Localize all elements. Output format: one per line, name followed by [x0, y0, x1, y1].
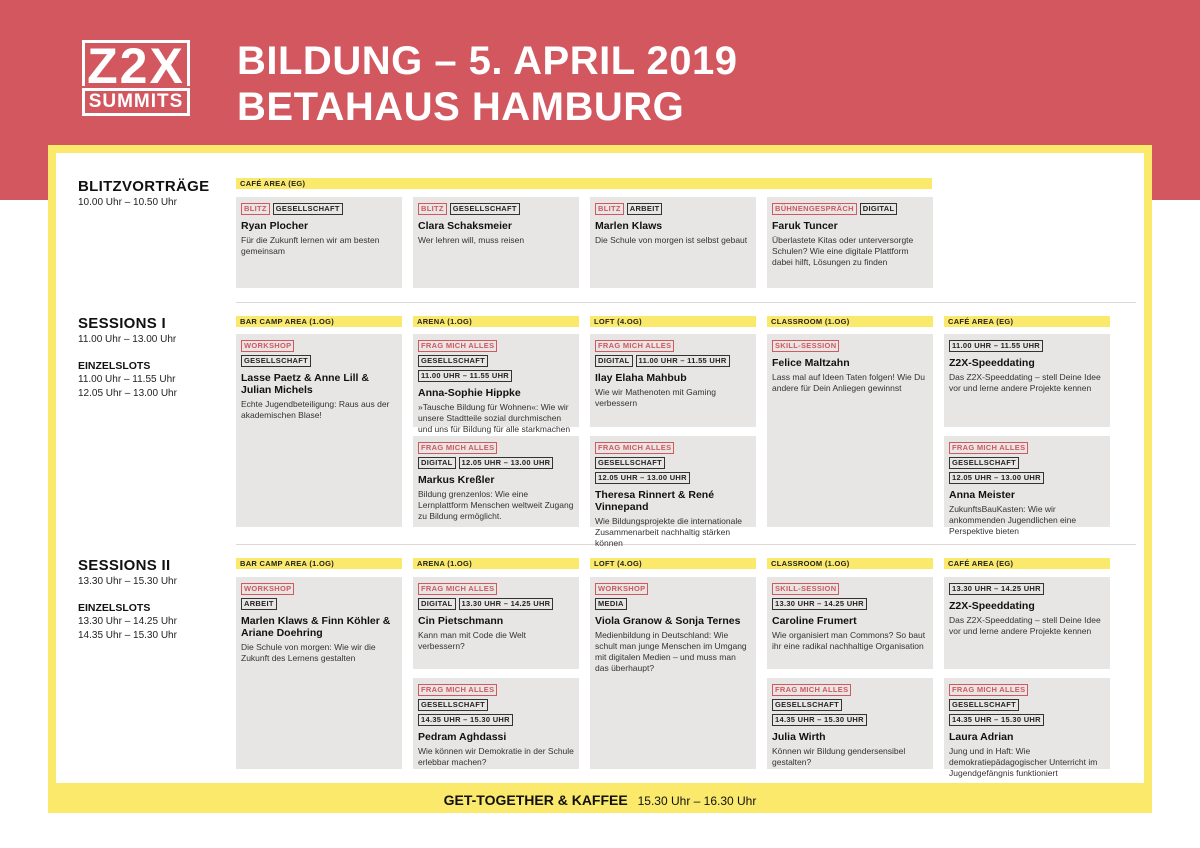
session-description: Für die Zukunft lernen wir am besten gemeinsam: [241, 235, 380, 256]
z2x-summits-logo: [82, 40, 190, 120]
speaker-name: Viola Granow & Sonja Ternes: [595, 615, 741, 627]
tag-list: [241, 583, 397, 595]
row-slot: 12.05 Uhr – 13.00 Uhr: [78, 388, 177, 399]
session-description: Können wir Bildung gendersensibel gestalten?: [772, 746, 906, 767]
session-card: [590, 577, 756, 769]
topic-tag: GESELLSCHAFT: [450, 203, 520, 215]
speaker-name: Felice Maltzahn: [772, 357, 850, 369]
row-time: 11.00 Uhr – 13.00 Uhr: [78, 334, 177, 345]
tag-list: [949, 699, 1105, 726]
session-description: Die Schule von morgen: Wie wir die Zukunft des Lernens gestalten: [241, 642, 376, 663]
session-card: [590, 197, 756, 288]
session-card: [944, 334, 1110, 427]
area-label-barcamp: BAR CAMP AREA (1.OG): [236, 558, 402, 569]
speaker-name: Cin Pietschmann: [418, 615, 504, 627]
format-tag: WORKSHOP: [595, 583, 648, 595]
tag-list: [595, 457, 751, 484]
speaker-name: Theresa Rinnert & René Vinnepand: [595, 489, 715, 513]
session-card: [413, 678, 579, 769]
tag-list: [949, 442, 1105, 454]
area-label-loft: LOFT (4.OG): [590, 316, 756, 327]
format-tag: SKILL-SESSION: [772, 583, 839, 595]
tag-list: [595, 355, 751, 367]
session-card: [413, 436, 579, 527]
format-tag: FRAG MICH ALLES: [418, 340, 497, 352]
time-tag: 12.05 UHR – 13.00 UHR: [949, 472, 1044, 484]
area-label-arena: ARENA (1.OG): [413, 558, 579, 569]
footer-time: 15.30 Uhr – 16.30 Uhr: [637, 794, 757, 808]
topic-tag: GESELLSCHAFT: [241, 355, 311, 367]
topic-tag: ARBEIT: [627, 203, 663, 215]
area-label-cafe: CAFÉ AREA (EG): [944, 316, 1110, 327]
session-card: [413, 577, 579, 669]
logo-wordmark: SUMMITS: [82, 88, 190, 116]
time-tag: 14.35 UHR – 15.30 UHR: [772, 714, 867, 726]
page-title: [237, 38, 738, 130]
topic-tag: DIGITAL: [860, 203, 898, 215]
row-label-blitz: [78, 178, 209, 210]
time-tag: 13.30 UHR – 14.25 UHR: [459, 598, 554, 610]
tag-list: [241, 355, 397, 367]
tag-list: [949, 684, 1105, 696]
format-tag: FRAG MICH ALLES: [949, 684, 1028, 696]
time-tag: 14.35 UHR – 15.30 UHR: [949, 714, 1044, 726]
tag-list: [418, 598, 574, 610]
tag-list: [241, 340, 397, 352]
session-description: Wie können wir Demokratie in der Schule erlebbar machen?: [418, 746, 574, 767]
session-card: [413, 334, 579, 434]
speaker-name: Marlen Klaws: [595, 220, 663, 232]
session-card: [236, 197, 402, 288]
format-tag: BLITZ: [241, 203, 270, 215]
tag-list: [772, 583, 928, 595]
footer-label: GET-TOGETHER & KAFFEE: [443, 792, 628, 808]
session-description: Das Z2X-Speeddating – stell Deine Idee vor und lerne andere Projekte kennen: [949, 615, 1101, 636]
session-description: Wie Bildungsprojekte die internationale Zusammenarbeit nachhaltig stärken können: [595, 516, 742, 548]
area-label-classroom: CLASSROOM (1.OG): [767, 316, 933, 327]
speaker-name: Anna-Sophie Hippke: [418, 387, 521, 399]
speaker-name: Ryan Plocher: [241, 220, 309, 232]
format-tag: SKILL-SESSION: [772, 340, 839, 352]
session-description: Lass mal auf Ideen Taten folgen! Wie Du andere für Dein Anliegen gewinnst: [772, 372, 925, 393]
tag-list: [949, 457, 1105, 484]
format-tag: FRAG MICH ALLES: [418, 442, 497, 454]
tag-list: [241, 598, 397, 610]
session-description: Jung und in Haft: Wie demokratiepädagogischer Unterricht im Jugendgefängnis funktioniert: [949, 746, 1098, 778]
tag-list: [772, 699, 928, 726]
topic-tag: MEDIA: [595, 598, 627, 610]
tag-list: [241, 203, 397, 215]
time-tag: 13.30 UHR – 14.25 UHR: [772, 598, 867, 610]
session-description: Bildung grenzenlos: Wie eine Lernplattform Menschen weltweit Zugang zu Bildung ermöglicht.: [418, 489, 574, 521]
area-label-barcamp: BAR CAMP AREA (1.OG): [236, 316, 402, 327]
format-tag: BÜHNENGESPRÄCH: [772, 203, 857, 215]
topic-tag: DIGITAL: [595, 355, 633, 367]
session-card: [767, 197, 933, 288]
topic-tag: GESELLSCHAFT: [418, 355, 488, 367]
session-card: [767, 334, 933, 527]
session-card: [236, 577, 402, 769]
tag-list: [772, 598, 928, 610]
row-label-sessions-2: [78, 557, 177, 643]
speaker-name: Clara Schaksmeier: [418, 220, 512, 232]
tag-list: [949, 340, 1105, 352]
topic-tag: DIGITAL: [418, 457, 456, 469]
time-tag: 11.00 UHR – 11.55 UHR: [949, 340, 1043, 352]
time-tag: 13.30 UHR – 14.25 UHR: [949, 583, 1044, 595]
session-card: [767, 577, 933, 669]
tag-list: [595, 442, 751, 454]
time-tag: 14.35 UHR – 15.30 UHR: [418, 714, 513, 726]
footer-get-together: [0, 790, 1200, 811]
format-tag: FRAG MICH ALLES: [949, 442, 1028, 454]
tag-list: [418, 699, 574, 726]
speaker-name: Markus Kreßler: [418, 474, 495, 486]
format-tag: FRAG MICH ALLES: [595, 340, 674, 352]
speaker-name: Lasse Paetz & Anne Lill & Julian Michels: [241, 372, 369, 396]
logo-mark: Z2X: [82, 40, 190, 86]
time-tag: 11.00 UHR – 11.55 UHR: [636, 355, 730, 367]
tag-list: [418, 684, 574, 696]
tag-list: [418, 583, 574, 595]
format-tag: FRAG MICH ALLES: [418, 684, 497, 696]
row-title: BLITZVORTRÄGE: [78, 178, 210, 195]
session-description: Wer lehren will, muss reisen: [418, 235, 525, 245]
topic-tag: GESELLSCHAFT: [949, 457, 1019, 469]
tag-list: [595, 340, 751, 352]
session-card: [413, 197, 579, 288]
row-title: SESSIONS II: [78, 557, 171, 574]
area-label-arena: ARENA (1.OG): [413, 316, 579, 327]
tag-list: [418, 355, 574, 382]
session-card: [944, 678, 1110, 778]
session-card: [767, 678, 933, 769]
tag-list: [949, 583, 1105, 595]
row-slot: 14.35 Uhr – 15.30 Uhr: [78, 630, 177, 641]
tag-list: [418, 457, 574, 469]
session-description: »Tausche Bildung für Wohnen«: Wie wir unsere Stadtteile sozial durchmischen und uns für Bildung für alle starkmachen: [418, 402, 571, 434]
format-tag: FRAG MICH ALLES: [595, 442, 674, 454]
topic-tag: DIGITAL: [418, 598, 456, 610]
speaker-name: Z2X-Speeddating: [949, 600, 1035, 612]
session-description: Das Z2X-Speeddating – stell Deine Idee vor und lerne andere Projekte kennen: [949, 372, 1101, 393]
tag-list: [418, 203, 574, 215]
speaker-name: Anna Meister: [949, 489, 1015, 501]
speaker-name: Pedram Aghdassi: [418, 731, 507, 743]
format-tag: WORKSHOP: [241, 340, 294, 352]
area-label-classroom: CLASSROOM (1.OG): [767, 558, 933, 569]
speaker-name: Julia Wirth: [772, 731, 826, 743]
speaker-name: Laura Adrian: [949, 731, 1014, 743]
session-card: [590, 436, 756, 548]
session-description: ZukunftsBauKasten: Wie wir ankommenden Jugendlichen eine Perspektive bieten: [949, 504, 1077, 536]
session-description: Kann man mit Code die Welt verbessern?: [418, 630, 527, 651]
time-tag: 11.00 UHR – 11.55 UHR: [418, 370, 512, 382]
session-description: Wie wir Mathenoten mit Gaming verbessern: [595, 387, 716, 408]
row-separator: [236, 302, 1136, 303]
speaker-name: Z2X-Speeddating: [949, 357, 1035, 369]
topic-tag: GESELLSCHAFT: [772, 699, 842, 711]
session-description: Überlastete Kitas oder unterversorgte Schulen? Wie eine digitale Plattform dabei hilft, Lösungen zu finden: [772, 235, 914, 267]
tag-list: [772, 203, 928, 215]
format-tag: BLITZ: [595, 203, 624, 215]
session-card: [944, 577, 1110, 669]
area-label-cafe: CAFÉ AREA (EG): [944, 558, 1110, 569]
format-tag: BLITZ: [418, 203, 447, 215]
row-slot: 11.00 Uhr – 11.55 Uhr: [78, 374, 176, 385]
topic-tag: GESELLSCHAFT: [418, 699, 488, 711]
format-tag: FRAG MICH ALLES: [772, 684, 851, 696]
speaker-name: Ilay Elaha Mahbub: [595, 372, 687, 384]
row-time: 10.00 Uhr – 10.50 Uhr: [78, 197, 177, 208]
tag-list: [595, 203, 751, 215]
session-card: [590, 334, 756, 427]
area-label-loft: LOFT (4.OG): [590, 558, 756, 569]
time-tag: 12.05 UHR – 13.00 UHR: [595, 472, 690, 484]
tag-list: [595, 598, 751, 610]
row-label-sessions-1: [78, 315, 177, 401]
session-card: [944, 436, 1110, 536]
session-description: Echte Jugendbeteiligung: Raus aus der akademischen Blase!: [241, 399, 390, 420]
topic-tag: GESELLSCHAFT: [949, 699, 1019, 711]
time-tag: 12.05 UHR – 13.00 UHR: [459, 457, 554, 469]
tag-list: [772, 340, 928, 352]
tag-list: [418, 442, 574, 454]
tag-list: [595, 583, 751, 595]
session-description: Wie organisiert man Commons? So baut ihr eine radikal nachhaltige Organisation: [772, 630, 926, 651]
row-time: 13.30 Uhr – 15.30 Uhr: [78, 576, 177, 587]
area-label-cafe: CAFÉ AREA (EG): [236, 178, 932, 189]
speaker-name: Faruk Tuncer: [772, 220, 838, 232]
title-line-2: BETAHAUS HAMBURG: [237, 85, 685, 129]
topic-tag: ARBEIT: [241, 598, 277, 610]
topic-tag: GESELLSCHAFT: [595, 457, 665, 469]
speaker-name: Marlen Klaws & Finn Köhler & Ariane Doehring: [241, 615, 391, 639]
row-title: SESSIONS I: [78, 315, 167, 332]
speaker-name: Caroline Frumert: [772, 615, 857, 627]
row-subtitle: EINZELSLOTS: [78, 360, 151, 372]
row-slot: 13.30 Uhr – 14.25 Uhr: [78, 616, 177, 627]
session-description: Die Schule von morgen ist selbst gebaut: [595, 235, 748, 245]
session-card: [236, 334, 402, 527]
title-line-1: BILDUNG – 5. APRIL 2019: [237, 39, 738, 83]
topic-tag: GESELLSCHAFT: [273, 203, 343, 215]
format-tag: FRAG MICH ALLES: [418, 583, 497, 595]
tag-list: [772, 684, 928, 696]
tag-list: [418, 340, 574, 352]
row-subtitle: EINZELSLOTS: [78, 602, 151, 614]
session-description: Medienbildung in Deutschland: Wie schult man junge Menschen im Umgang mit digitalen Medien – und muss man das überhaupt?: [595, 630, 747, 673]
format-tag: WORKSHOP: [241, 583, 294, 595]
